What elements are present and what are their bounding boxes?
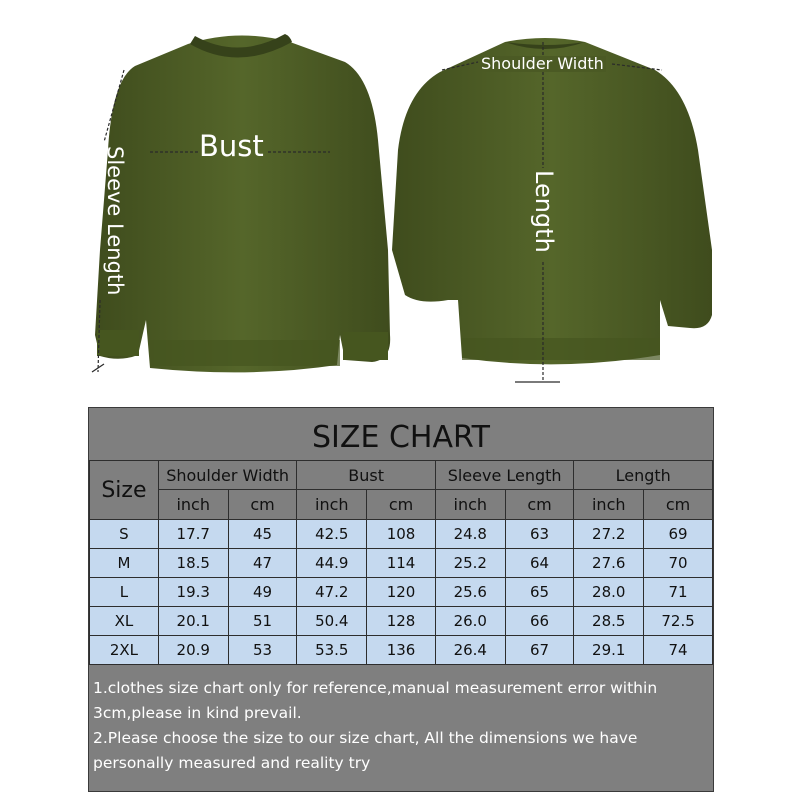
table-cell: 74 <box>644 636 713 665</box>
unit-header: cm <box>644 490 713 520</box>
table-cell: 71 <box>644 578 713 607</box>
table-cell: 29.1 <box>574 636 644 665</box>
table-cell: 69 <box>644 520 713 549</box>
note-2: 2.Please choose the size to our size chart, All the dimensions we have personally measured and reality try <box>93 729 638 772</box>
table-cell: 53 <box>228 636 297 665</box>
table-cell: 28.0 <box>574 578 644 607</box>
table-row <box>90 549 713 578</box>
table-cell: 25.6 <box>435 578 505 607</box>
table-cell: 50.4 <box>297 607 367 636</box>
size-chart <box>88 407 714 792</box>
group-header-sleeve-length: Sleeve Length <box>435 461 573 490</box>
table-cell: 27.2 <box>574 520 644 549</box>
table-cell: 44.9 <box>297 549 367 578</box>
size-cell: XL <box>90 607 159 636</box>
shoulder-width-label: Shoulder Width <box>481 54 604 73</box>
table-cell: 64 <box>505 549 574 578</box>
table-cell: 63 <box>505 520 574 549</box>
table-cell: 45 <box>228 520 297 549</box>
table-cell: 136 <box>367 636 436 665</box>
table-cell: 20.1 <box>158 607 228 636</box>
table-cell: 66 <box>505 607 574 636</box>
table-row <box>90 520 713 549</box>
table-cell: 24.8 <box>435 520 505 549</box>
unit-header: inch <box>574 490 644 520</box>
table-cell: 120 <box>367 578 436 607</box>
table-cell: 70 <box>644 549 713 578</box>
size-table <box>89 460 713 665</box>
table-cell: 128 <box>367 607 436 636</box>
unit-header: cm <box>228 490 297 520</box>
size-cell: M <box>90 549 159 578</box>
table-cell: 49 <box>228 578 297 607</box>
table-cell: 47.2 <box>297 578 367 607</box>
table-cell: 17.7 <box>158 520 228 549</box>
table-cell: 28.5 <box>574 607 644 636</box>
table-cell: 18.5 <box>158 549 228 578</box>
table-cell: 47 <box>228 549 297 578</box>
table-cell: 72.5 <box>644 607 713 636</box>
table-cell: 20.9 <box>158 636 228 665</box>
garment-illustrations <box>0 0 800 398</box>
unit-header: inch <box>435 490 505 520</box>
table-cell: 53.5 <box>297 636 367 665</box>
table-cell: 114 <box>367 549 436 578</box>
size-cell: L <box>90 578 159 607</box>
size-cell: S <box>90 520 159 549</box>
size-chart-title: SIZE CHART <box>312 420 490 455</box>
group-header-bust: Bust <box>297 461 436 490</box>
size-header: Size <box>90 461 159 520</box>
table-cell: 25.2 <box>435 549 505 578</box>
bust-label: Bust <box>199 129 264 163</box>
table-cell: 19.3 <box>158 578 228 607</box>
group-header-shoulder-width: Shoulder Width <box>158 461 297 490</box>
table-cell: 65 <box>505 578 574 607</box>
unit-header: inch <box>158 490 228 520</box>
table-cell: 108 <box>367 520 436 549</box>
table-row <box>90 578 713 607</box>
size-cell: 2XL <box>90 636 159 665</box>
table-cell: 67 <box>505 636 574 665</box>
table-row <box>90 636 713 665</box>
table-cell: 26.0 <box>435 607 505 636</box>
table-cell: 26.4 <box>435 636 505 665</box>
sleeve-length-label: Sleeve Length <box>103 146 127 296</box>
size-notes <box>89 668 713 776</box>
unit-header: cm <box>367 490 436 520</box>
group-header-length: Length <box>574 461 713 490</box>
unit-header: inch <box>297 490 367 520</box>
table-cell: 42.5 <box>297 520 367 549</box>
table-cell: 27.6 <box>574 549 644 578</box>
length-label: Length <box>530 170 558 253</box>
table-cell: 51 <box>228 607 297 636</box>
note-1: 1.clothes size chart only for reference,manual measurement error within 3cm,please in kind prevail. <box>93 679 658 722</box>
unit-header: cm <box>505 490 574 520</box>
table-row <box>90 607 713 636</box>
front-sweatshirt <box>95 34 390 372</box>
